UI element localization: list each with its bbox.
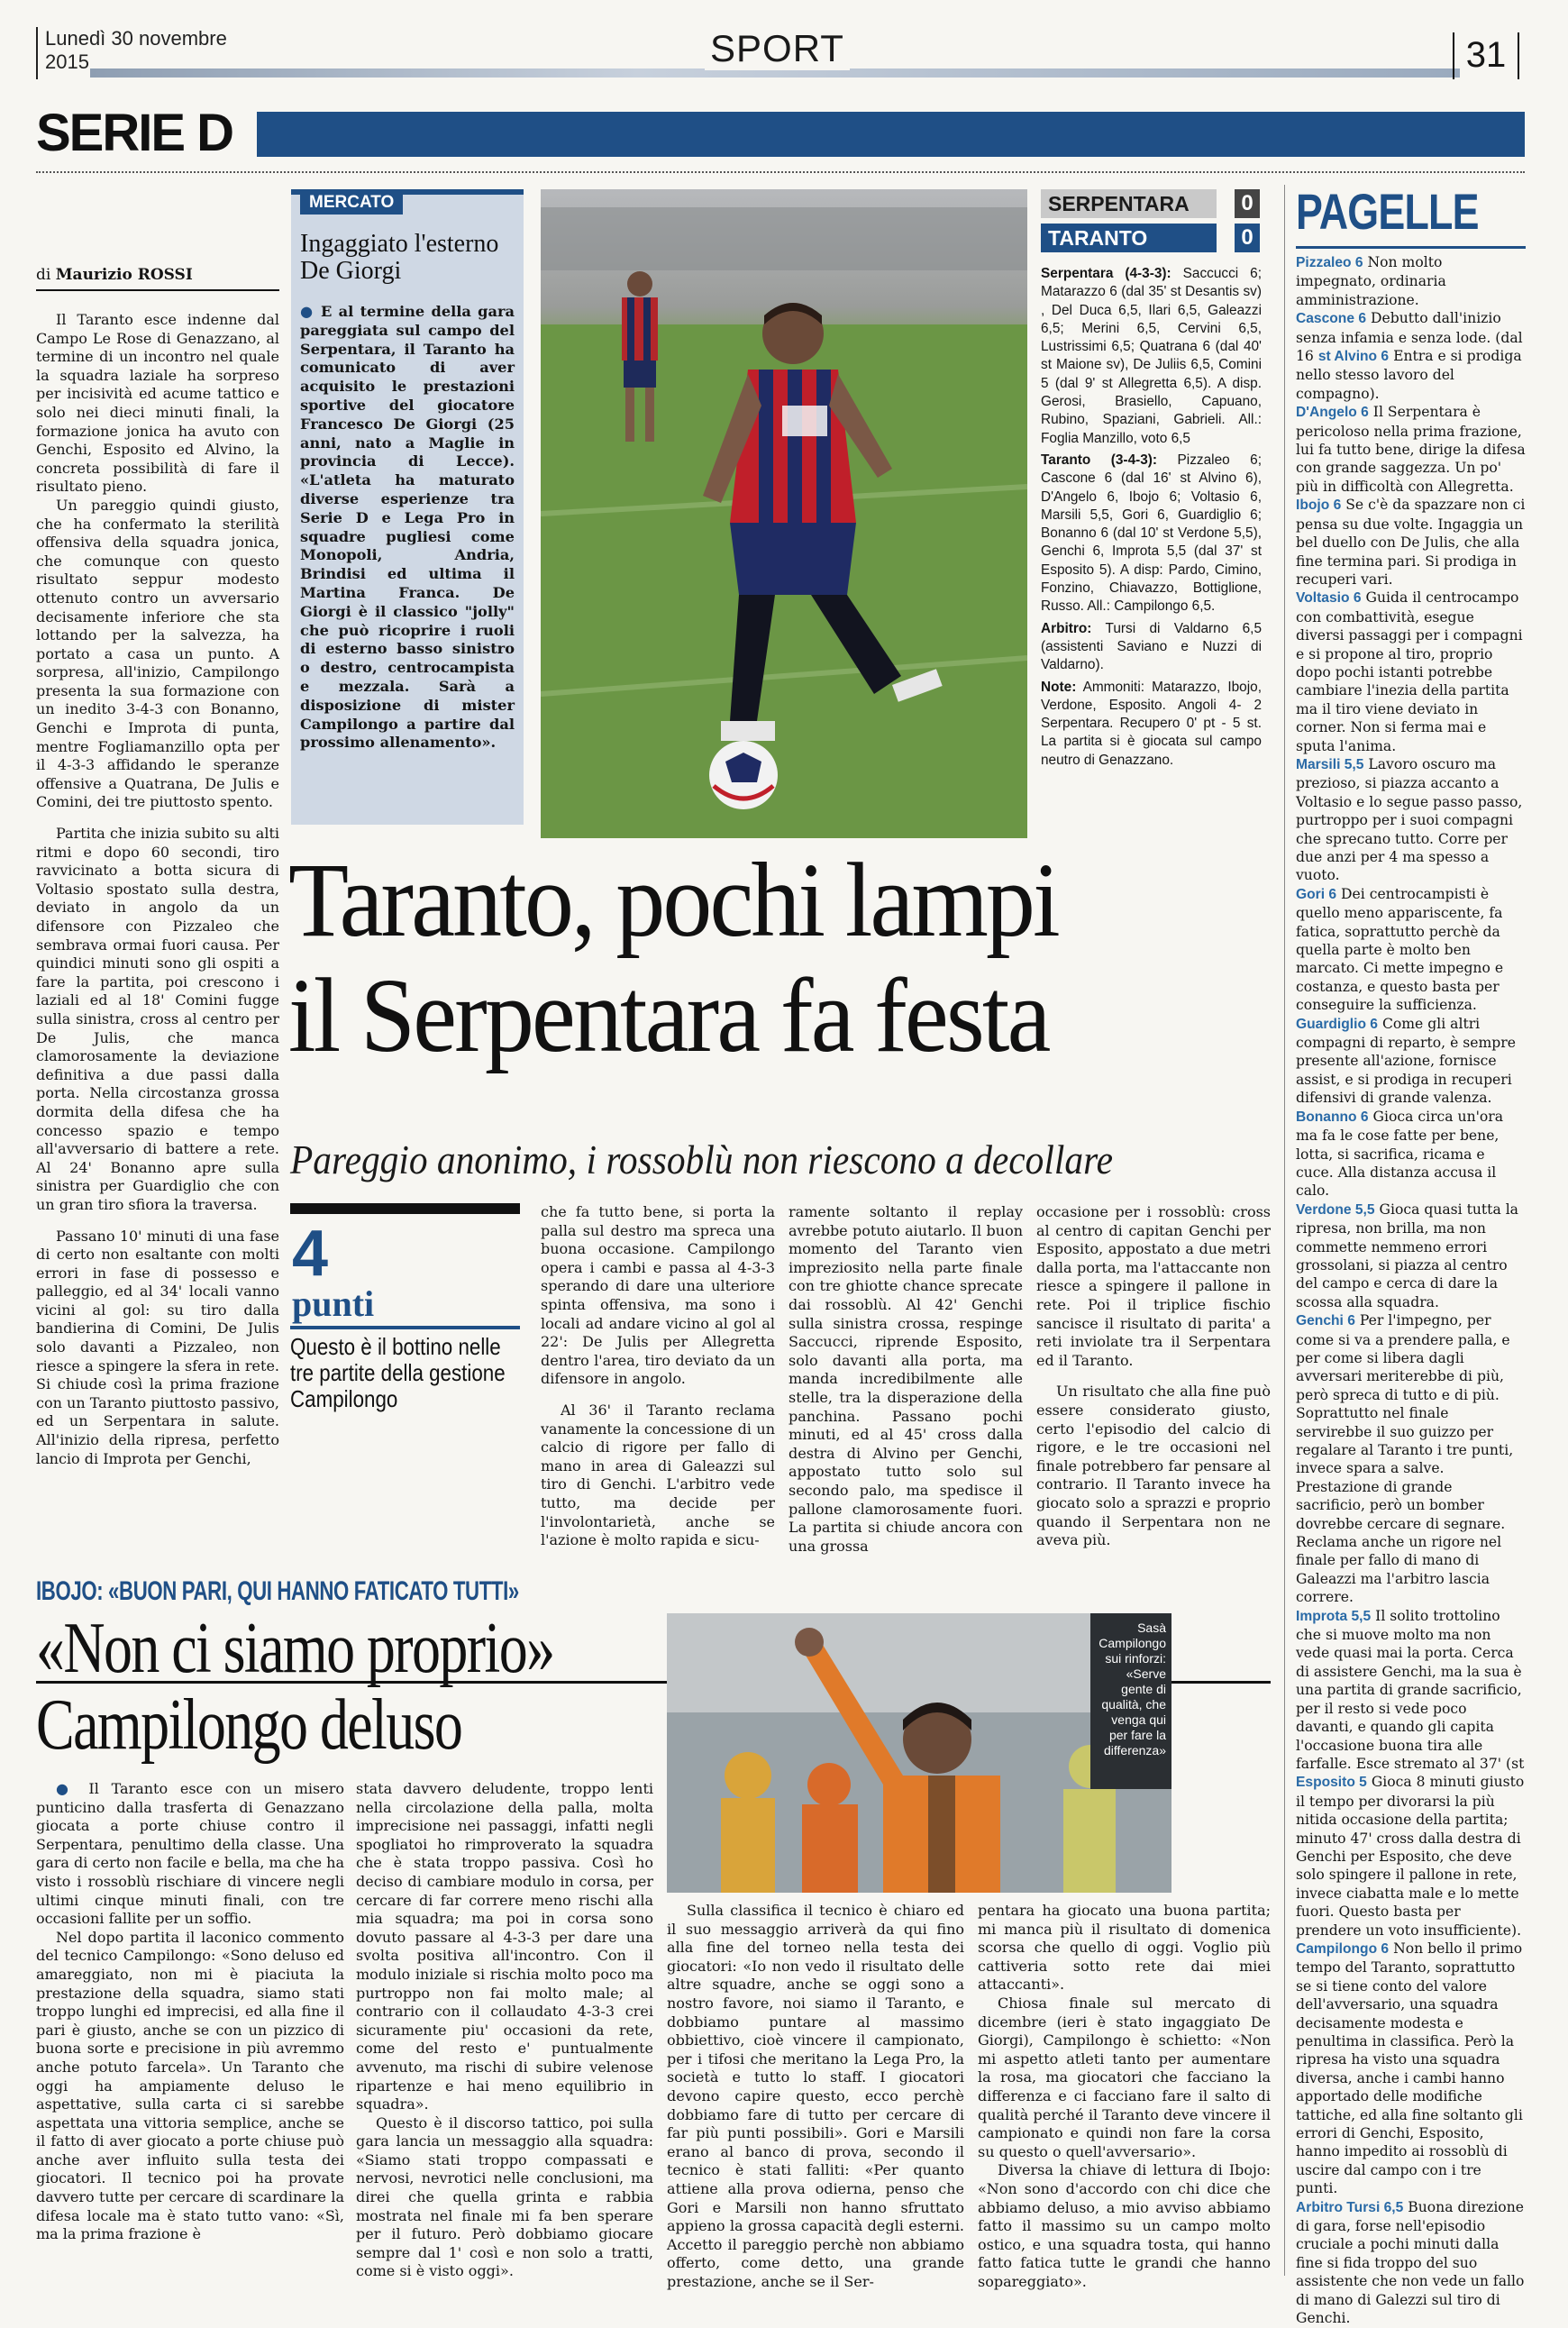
bullet-icon: ● [300,303,315,320]
lineup2-label: Taranto (3-4-3): [1041,452,1158,468]
pagella-player: Bonanno 6 [1296,1109,1369,1125]
caption-text: Sasà Campilongo sui rinforzi: «Serve gente di qualità, che venga qui per fare la differenza» [1099,1620,1166,1757]
article-paragraph: Partita che inizia subito su alti ritmi e dopo 60 secondi, tiro ravvicinato a botta sicura di Voltasio spostato sulla destra, deviato in angolo da un difensore con Pizzaleo che sembrava ormai fuori causa. Per quindici minuti sono gli ospiti a fare la partita, poi crescono i laziali ed al 18' Comini fugge sulla sinistra, cross al centro per De Julis, che manca clamorosamente la deviazione definitiva a due passi dalla porta. Nella circostanza grossa dormita della difesa che ha concesso spazio e tempo all'avversario di battere a rete. Al 24' Bonanno apre sulla sinistra per Guardiglio che con un gran tiro sfiora la traversa. [36,825,279,1213]
pagella-player: Gori 6 [1296,886,1337,902]
pagelle-sidebar [1284,183,1527,2327]
pagella-player: Verdone 5,5 [1296,1201,1375,1218]
scoreboard [1041,189,1262,838]
pagella-text: Dei centrocampisti è quello meno appariscente, fa fatica, soprattutto perchè da quella parte è molto ben marcato. Ci mette impegno e costanza, e questo basta per conseguire la sufficienza. [1296,885,1504,1014]
article2-paragraph-text: Il Taranto esce con un misero punticino dalla trasferta di Genazzano giocata a porte chiuse contro il Serpentara, penultimo della classe. Una gara di certo non facile e bella, ma che ha visto i rossoblù rischiare di vincere negli ultimi cinque minuti finali, con tre occasioni fallite per un soffio. [36,1780,345,1928]
article2-column-3 [667,1902,964,2290]
byline-author: Maurizio ROSSI [55,266,193,284]
notes-text: Ammoniti: Matarazzo, Ibojo, Verdone, Esposito. Angoli 4- 2 Serpentara. Recupero 0' pt - 5 st. La partita si è giocata sul campo neutro di Genazzano. [1041,679,1262,768]
article2-title-1: «Non ci siamo proprio» [36,1609,554,1688]
pagella-player: D'Angelo 6 [1296,405,1369,421]
pagella-player: Guardiglio 6 [1296,1016,1378,1032]
section-name: SPORT [705,27,850,70]
pagella-text: Il solito trottolino che si muove molto ma non vede quasi mai la porta. Cerca di assistere Genchi, ma la sua è una partita di grande sacrificio, per il resto si vede poco davanti, e quando gli capita l'occasione buona tira alle farfalle. Esce stremato al 37' (st [1296,1607,1525,1772]
lineup1-label: Serpentara (4-3-3): [1041,266,1171,281]
pagella-text: Gioca quasi tutta la ripresa, non brilla, ma non commette nemmeno errori grossolani, si piazza al centro del campo e cerca di dare la scossa alla squadra. [1296,1201,1518,1310]
referee-label: Arbitro: [1041,620,1092,636]
pagella-player: Arbitro Tursi 6,5 [1296,2199,1404,2215]
article2-paragraph: Sulla classifica il tecnico è chiaro ed il suo messaggio arriverà da qui fino alla fine del torneo nella testa dei giocatori: «Io non vedo il risultato delle altre squadre, anche se oggi sono a nostro favore, noi siamo il Taranto, e dobbiamo puntare al massimo obbiettivo, cioè vincere il campionato, per i tifosi che meritano la Lega Pro, la società e tutto lo staff. I giocatori devono capire questo, ecco perchè dobbiamo fare di tutto per cercare di far più punti possibili». Gori e Marsili erano al banco di prova, secondo il tecnico è stati falliti: «Per quanto attiene alla prova odierna, penso che Gori e Marsili non hanno sfruttato appieno la grossa capacità degli esterni. Accetto il pareggio perchè non abbiamo offerto, come detto, una grande prestazione, anche se il Ser- [667,1902,964,2290]
page-number: 31 [1453,32,1519,79]
article-column-2 [541,1203,775,1658]
headline-subtitle: Pareggio anonimo, i rossoblù non riescono a decollare [290,1137,1114,1182]
team1-row [1041,189,1262,218]
mercato-title: Ingaggiato l'esterno De Giorgi [300,230,499,285]
article-paragraph: Un pareggio quindi giusto, che ha confermato la sterilità offensiva della squadra jonica, che comunque con questo risultato seppur modesto ottenuto contro un avversario decisamente inferiore che sta lottando per la salvezza, ha portato a casa un punto. A sorpresa, all'inizio, Campilongo presenta la sua formazione con un inedito 3-4-3 con Bonanno, Genchi e Improta di punta, mentre Fogliamanzillo opta per il 4-3-3 affidando le speranze offensive a Quatrana, De Julis e Comini, dei tre piuttosto spento. [36,496,279,811]
pagella-player: Marsili 5,5 [1296,756,1364,772]
coach-photo [667,1613,1171,1893]
match-photo [541,189,1027,838]
mercato-text [300,303,515,826]
series-label: SERIE D [36,104,233,162]
pagella-player: Voltasio 6 [1296,590,1362,607]
article-paragraph: ramente soltanto il replay avrebbe potuto aiutarlo. Il buon momento del Taranto vien impreziosito nella parte finale con tre ghiotte chance sprecate dai rossoblù. Al 42' Genchi sulla sinistra crossa, respinge Saccucci, riprende Esposito, solo davanti alla porta, ma manda incredibilmente alle stelle, tra la disperazione della panchina. Passano pochi minuti, ed al 45' cross dalla destra di Alvino per Genchi, appostato tutto solo sul secondo palo, ma spedisce il pallone clamorosamente fuori. La partita si chiude ancora con una grossa [789,1203,1023,1555]
pagella-text: Non molto impegnato, ordinaria amministrazione. [1296,254,1446,308]
team1-name: SERPENTARA [1041,189,1217,218]
pagella-player: Campilongo 6 [1296,1940,1390,1957]
series-bar [36,106,1525,160]
article2-column-4 [978,1902,1271,2290]
pagella-text: Gioca circa un'ora ma fa le cose fatte per bene, lotta, si sacrifica, ricama e cuce. Alla distanza accusa il calo. [1296,1108,1504,1200]
pagella-text: Se c'è da spazzare non ci pensa su due volte. Ingaggia un bel duello con De Julis, che alla fine termina pari. Si prodiga in recuperi vari. [1296,497,1526,588]
team2-row [1041,224,1262,252]
pagella-text: Lavoro oscuro ma prezioso, si piazza accanto a Voltasio e lo segue passo passo, purtroppo per i suoi compagni che sprecano tutto. Corre per due anzi per 4 ma spesso a vuoto. [1296,755,1523,884]
stat-number: 4 [292,1218,329,1290]
stat-top-rule [290,1203,520,1214]
pagella-player: Ibojo 6 [1296,498,1342,514]
article-paragraph: Un risultato che alla fine può essere considerato giusto, certo l'episodio del calcio di rigore, e le tre occasioni nel finale potrebbero far pensare al contrario. Il Taranto invece ha giocato solo a sprazzi e proprio quando il Serpentara non ne aveva più. [1036,1383,1271,1549]
pagella-item [1296,589,1526,755]
stat-caption: Questo è il bottino nelle tre partite della gestione Campilongo [290,1333,506,1412]
article-paragraph: Al 36' il Taranto reclama vanamente la concessione di un calcio di rigore per fallo di mano in area di Galeazzi sul tiro di Genchi. L'arbitro vede tutto, ma decide per l'involontarietà, anche se l'azione è molto rapida e sicu- [541,1401,775,1549]
pagella-sub-text: Gioca 8 minuti giusto il tempo per divorarsi la più nitida occasione della partita; minuto 47' cross dalla destra di Genchi per Esposito, che deve solo spingere il pallone in rete, invece ciabatta male e lo mette fuori. Questo basta per prendere un voto insufficiente). [1296,1774,1525,1939]
pagella-item [1296,496,1526,589]
pagella-text: Come gli altri compagni di reparto, è sempre presente all'azione, fornisce assist, e si prodiga in recuperi difensivi di grande valenza. [1296,1015,1516,1107]
pagella-text: Guida il centrocampo con combattività, esegue diversi passaggi per i compagni e si propone al tiro, proprio dopo pochi istanti potrebbe cambiare l'inezia della partita ma il tiro viene deviato in corner. Non si ferma mai e sputa l'anima. [1296,589,1523,754]
pagella-item [1296,1607,1526,1940]
article2-paragraph: Diversa la chiave di lettura di Ibojo: «Non sono d'accordo con chi dice che abbiamo deluso, a mio avviso abbiamo fatto il massimo su un campo molto ostico, e una squadra tosta, qui hanno fatto fatica tutte le grandi che hanno sopareggiato». [978,2161,1271,2290]
bullet-icon: ● [56,1780,77,1797]
article-paragraph: che fa tutto bene, si porta la palla sul destro ma spreca una buona occasione. Campilongo opera i cambi e passa al 4-3-3 sperando di dare una ulteriore spinta offensiva, ma sono i locali ad andare vicino al gol al 22': De Julis per Allegretta dentro l'area, tiro deviato da un difensore in angolo. [541,1203,775,1388]
pagella-item [1296,755,1526,885]
mercato-box [291,189,524,825]
pagella-text: Non bello il primo tempo del Taranto, soprattutto se si tiene conto del valore dell'avversario, una squadra decisamente modesta e penultima in classifica. Però la ripresa ha visto una squadra diversa, anche i cambi hanno apportado delle modifiche tattiche, ed alla fine soltanto gli errori di Genchi, Esposito, hanno impedito ai rossoblù di uscire dal campo con i tre punti. [1296,1940,1523,2197]
pagella-text: Per l'impegno, per come si va a prendere palla, e per come si libera dagli avversari meriterebbe di più, però spreca di tutto e di più. Soprattutto nel finale servirebbe il suo guizzo per regalare al Taranto i tre punti, invece spara a salve. Prestazione di grande sacrificio, però un bomber dovrebbe cercare di segnare. Reclama anche un rigore nel finale per fallo di mano di Galeazzi ma l'arbitro lascia correre. [1296,1312,1514,1606]
article2-column-2 [356,1780,653,2280]
stat-unit: punti [292,1283,375,1324]
article-column-1 [36,311,279,1658]
pagella-text: Il Serpentara è pericoloso nella prima frazione, lui fa tutto bene, dirige la difesa con grande saggezza. Un po' più in difficoltà con Allegretta. [1296,404,1526,495]
pagella-player: Genchi 6 [1296,1313,1355,1329]
pagella-item [1296,253,1526,309]
pagella-item [1296,403,1526,496]
pagella-player: Pizzaleo 6 [1296,255,1363,270]
pagella-item [1296,1940,1526,2198]
pagella-item [1296,2198,1526,2328]
pagella-item [1296,309,1526,403]
team2-score: 0 [1235,224,1260,252]
pagella-item [1296,1311,1526,1607]
pagella-sub-player: Esposito 5 [1296,1775,1367,1791]
lineups [1041,265,1262,833]
pagella-player: Improta 5,5 [1296,1608,1372,1624]
article-paragraph: Passano 10' minuti di una fase di certo non esaltante con molti errori in fase di possesso e palleggio, ed al 34' locali vanno vicini al gol: su tiro dalla bandierina di Comini, De Julis solo davanti a Pizzaleo, non riesce a spingere la sfera in rete. Si chiude così la prima frazione con un Taranto piuttosto passivo, ed un Serpentara in salute. All'inizio della ripresa, perfetto lancio di Improta per Genchi, [36,1227,279,1467]
article2-paragraph: stata davvero deludente, troppo lenti nella circolazione della palla, molta imprecisione nei passaggi, infatti negli spogliatoi ho rimproverato la squadra che è stata troppo passiva. Così ho deciso di cambiare modulo in corsa, per cercare di far correre meno rischi alla mia squadra; ma poi in corsa sono dovuto passare al 4-3-3 per dare una svolta positiva all'incontro. Con il modulo iniziale si rischia molto poco ma purtroppo non fai molto male; al contrario con il collaudato 4-3-3 crei sicuramente piu' occasioni da rete, come del resto e' puntualmente avvenuto, ma rischi di subire velenose ripartenze e hai meno equilibrio in squadra». [356,1780,653,2113]
referee-text: Tursi di Valdarno 6,5 (assistenti Saviano e Nuzzi di Valdarno). [1041,620,1263,673]
article-column-4 [1036,1203,1271,1658]
headline-line-1: Taranto, pochi lampi [288,841,1058,959]
article-paragraph: occasione per i rossoblù: cross al centro di capitan Genchi per Esposito, appostato a due metri dalla porta, ma l'attaccante non riesce a spingere il pallone in rete. Poi il triplice fischio sancisce il risultato di parita' a reti inviolate tra il Serpentara ed il Taranto. [1036,1203,1271,1369]
article2-paragraph [36,1780,344,1929]
headline [288,843,1271,1104]
pagella-item [1296,1015,1526,1108]
notes-label: Note: [1041,679,1077,695]
pagella-sub-player: st Alvino 6 [1317,349,1390,365]
stat-unit-rule [290,1326,520,1329]
article-column-3 [789,1203,1023,1658]
pagella-player: Cascone 6 [1296,311,1367,327]
article2-title-2: Campilongo deluso [36,1685,462,1765]
article2-paragraph: Questo è il discorso tattico, poi sulla gara lancia un messaggio alla squadra: «Siamo stati troppo compassati e nervosi, nevrotici nelle conclusioni, ma direi che quella grinta e rabbia mostrata nel finale mi fa ben sperare per il futuro. Però dobbiamo giocare sempre dal 1' così e non solo a tratti, come si è visto oggi». [356,2113,653,2280]
lineup1-text: Saccucci 6; Matarazzo 6 (dal 35' st Desantis sv) , Del Duca 6,5, Ilari 6,5, Galeazzi 6,5; Merini 6,5, Cervini 6,5, Lustrissimi 6,5; Quatrana 6 (dal 40' st Maione sv), De Juliis 6,5, Comini 5 (dal 9' st Allegretta 6,5). A disp. Gerosi, Brasiello, Capuano, Rubino, Spaziani, Gabrieli. All.: Foglia Manzillo, voto 6,5 [1041,266,1262,446]
article-paragraph: Il Taranto esce indenne dal Campo Le Rose di Genazzano, al termine di un incontro nel quale la squadra laziale ha sorpreso per incisività ed acume tattico e solo nei dieci minuti finali, la formazione jonica ha avuto con Genchi, Esposito ed Alvino, la concreta possibilità di fare il risultato pieno. [36,311,279,496]
stat-box [290,1203,524,1420]
team2-name: TARANTO [1041,224,1217,252]
header-dotted-rule [36,171,1525,173]
mercato-body: E al termine della gara pareggiata sul campo del Serpentara, il Taranto ha comunicato di aver acquisito le prestazioni sportive del giocatore Francesco De Giorgi (25 anni, nato a Maglie in provincia di Lecce). «L'atleta ha maturato diverse esperienze tra Serie D e Lega Pro in squadre pugliesi come Monopoli, Andria, Brindisi ed ultima il Martina Franca. De Giorgi è il classico "jolly" che può ricoprire i ruoli di esterno basso sinistro o destro, centrocampista e mezzala. Sarà a disposizione di mister Campilongo a partire dal prossimo allenamento». [300,303,515,752]
pagella-item [1296,885,1526,1015]
series-band [257,112,1525,157]
pagella-item [1296,1108,1526,1201]
article2-column-1 [36,1780,344,2280]
pagelle-title-rule [1296,246,1526,249]
pagella-text: Debutto dall'inizio senza infamia e senza lode. (dal 16 [1296,310,1523,365]
byline-prefix: di [36,266,51,284]
date-line-2: 2015 [45,50,89,73]
headline-line-2: il Serpentara fa festa [288,956,1049,1074]
pagella-text: Buona direzione di gara, forse nell'episodio cruciale a pochi minuti dalla fine si fida troppo del suo assistente che non vede un fallo di mano di Galezzi sul tiro di Genchi. [1296,2198,1525,2327]
pagella-item [1296,1201,1526,1311]
article2-paragraph: Chiosa finale sul mercato di dicembre (ieri è stato ingaggiato De Giorgi), Campilongo è schietto: «Non mi aspetto atleti tanto per aumentare la rosa, ma giocatori che facciano la differenza e ci facciano fare il salto di qualità perché il Taranto deve vincere il campionato e quindi non fare la corsa su questo o quell'avversario». [978,1994,1271,2160]
article2-paragraph: Nel dopo partita il laconico commento del tecnico Campilongo: «Sono deluso ed amareggiato, non mi è piaciuta la prestazione della squadra, siamo stati troppo lunghi ed imprecisi, ed alla fine il pari è giusto, anche se con un pizzico di buona sorte e precisione in più avremmo anche potuto farcela». Un Taranto che oggi ha ampiamente deluso le aspettative, sulla carta ci si sarebbe aspettata una vittoria semplice, anche se il fatto di aver giocato a porte chiuse può anche aver influito sulla testa dei giocatori. Il tecnico poi ha provate davvero tutte per cercare di scardinare la difesa locale ma è stato tutto vano: «Sì, ma la prima frazione è [36,1928,344,2243]
pagella-sub-text: Entra e si prodiga nello stesso lavoro del compagno). [1296,348,1522,402]
date-line-1: Lunedì 30 novembre [45,27,227,50]
article2-kicker: IBOJO: «BUON PARI, QUI HANNO FATICATO TUTTI» [36,1576,519,1606]
mercato-label: MERCATO [300,191,403,215]
article2-paragraph: pentara ha giocato una buona partita; mi manca più il risultato di domenica scorsa che quello di oggi. Voglio più cattiveria sotto rete dai miei attaccanti». [978,1902,1271,1994]
byline [36,266,279,291]
lineup2-text: Pizzaleo 6; Cascone 6 (dal 16' st Alvino 6), D'Angelo 6, Ibojo 6; Voltasio 6, Marsili 5,5, Gori 6, Guardiglio 6; Bonanno 6 (dal 10' st Verdone 5,5), Genchi 6, Improta 5,5 (dal 37' st Esposito 5). A disp: Pardo, Cimino, Fonzino, Chiavazzo, Bottiglione, Russo. All.: Campilongo 6,5. [1041,452,1262,615]
team1-score: 0 [1235,189,1260,218]
pagelle-list [1296,253,1526,2327]
coach-photo-caption [1090,1613,1171,1789]
pagelle-title: PAGELLE [1296,183,1479,240]
